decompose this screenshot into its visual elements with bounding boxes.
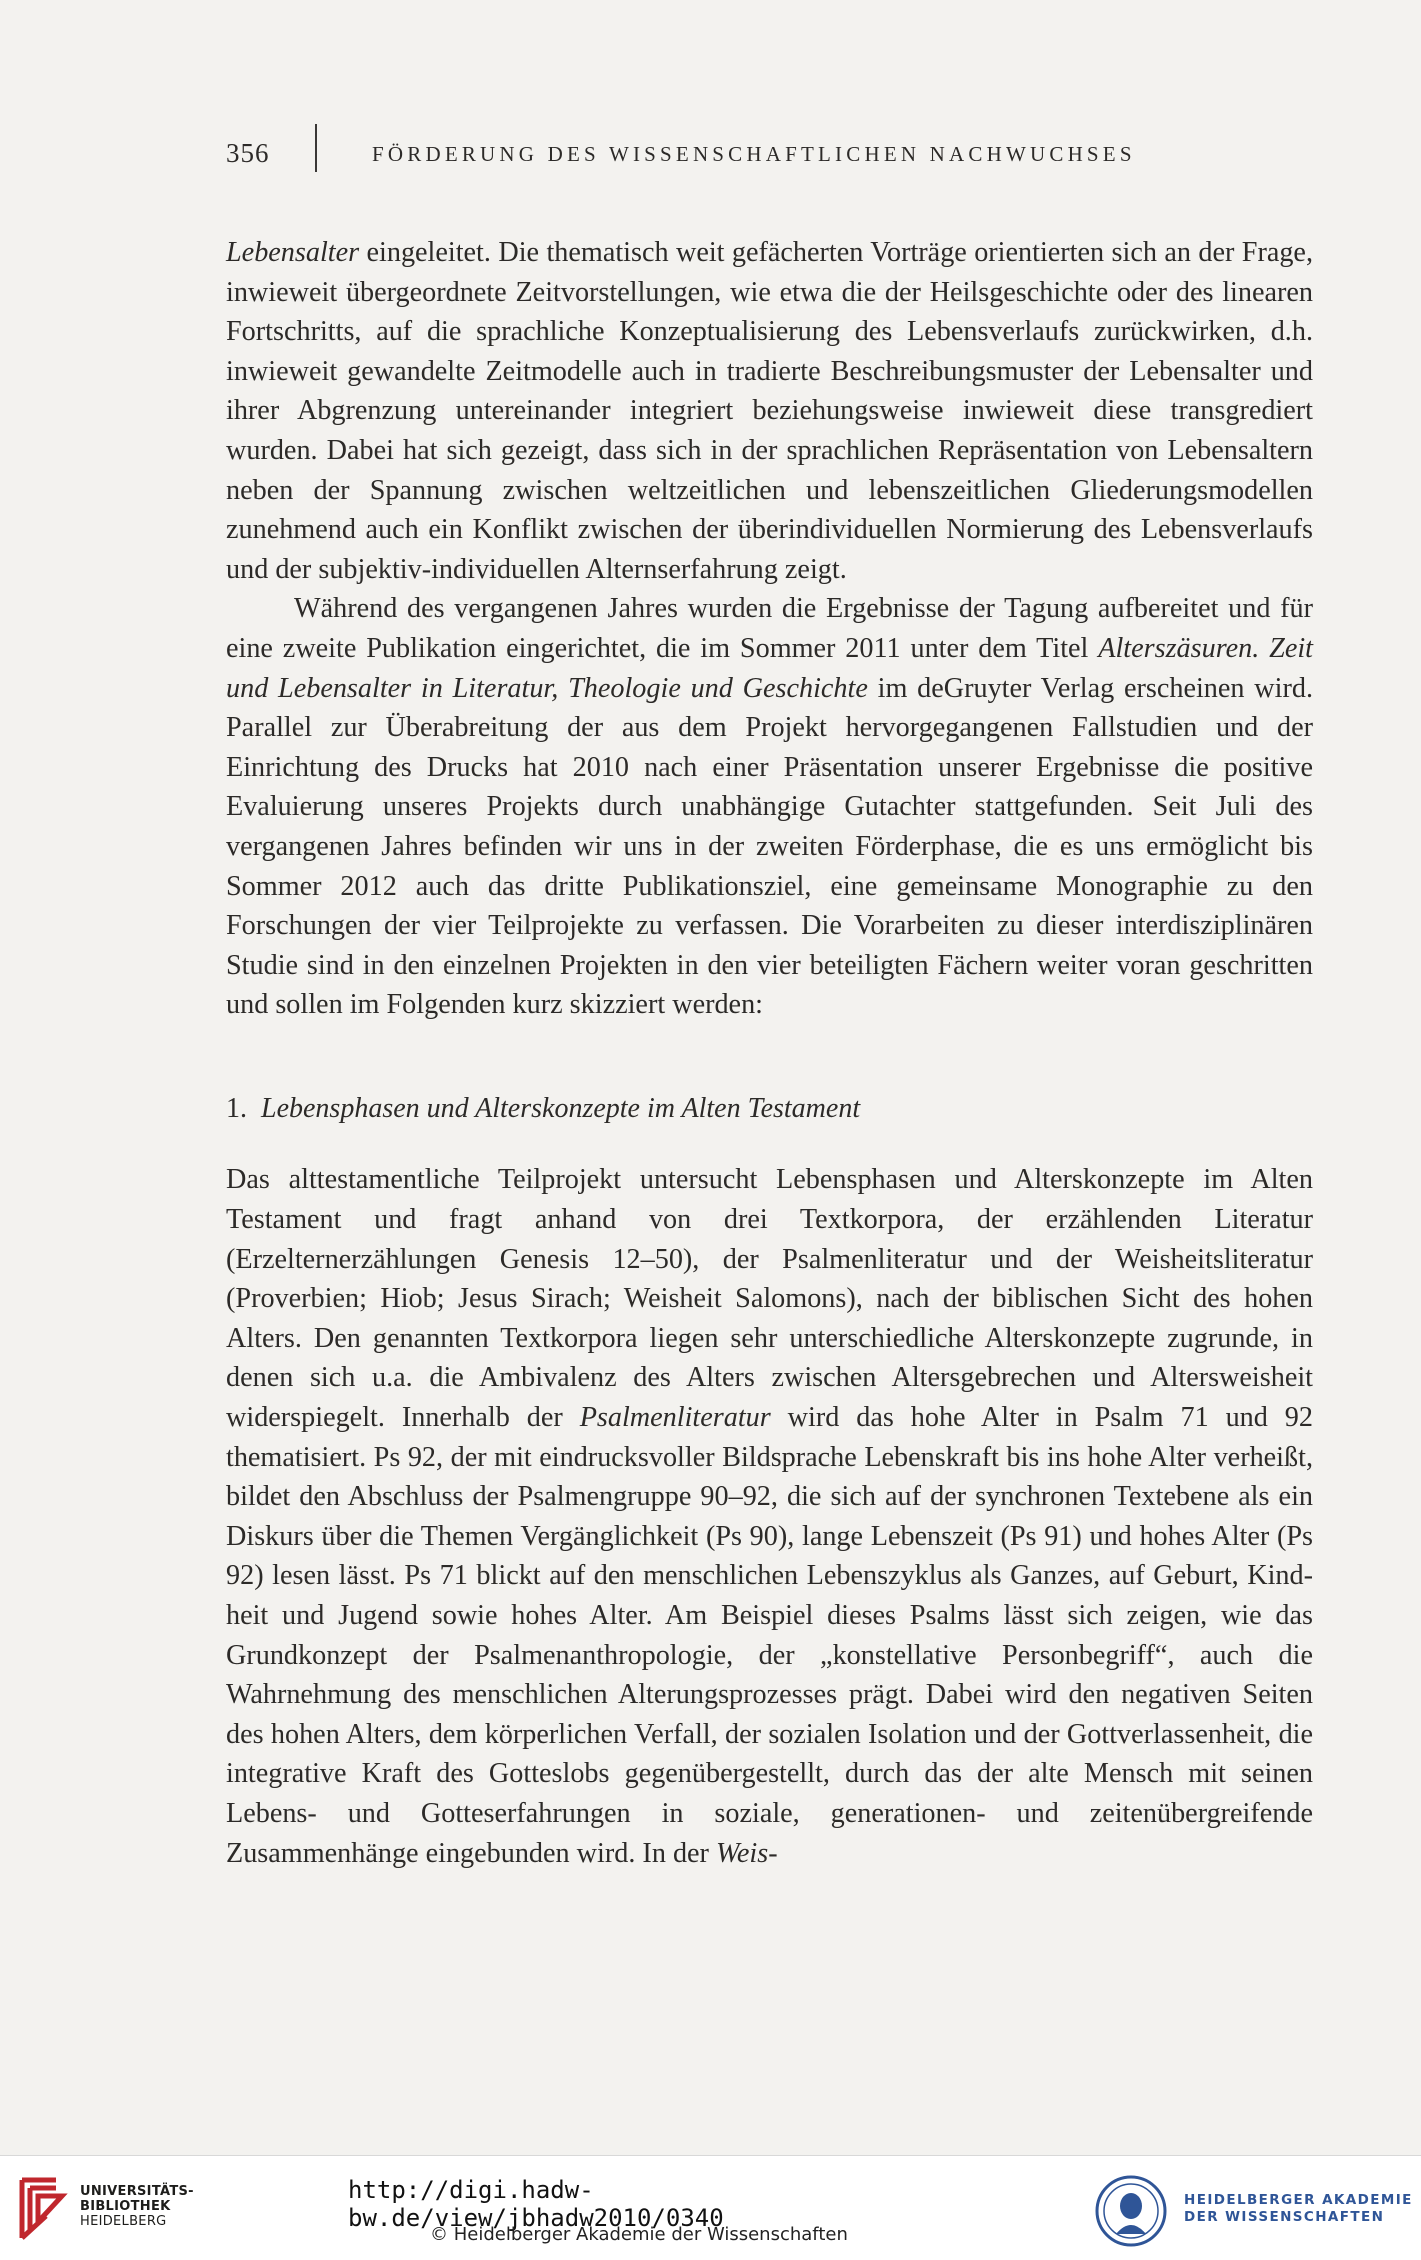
running-head bbox=[226, 138, 1226, 178]
section-title: Lebensphasen und Alterskonzepte im Alten Testament bbox=[261, 1092, 861, 1124]
academy-seal-icon bbox=[1094, 2174, 1168, 2248]
viewer-footer bbox=[0, 2155, 1421, 2260]
academy-name bbox=[1184, 2192, 1413, 2226]
section-heading bbox=[226, 1089, 1313, 1129]
italic-term: Weis- bbox=[716, 1837, 778, 1869]
library-name bbox=[80, 2184, 194, 2229]
academy-name-line: HEIDELBERGER AKADEMIE bbox=[1184, 2192, 1413, 2208]
library-logo-icon bbox=[16, 2174, 72, 2244]
italic-term: Psalmenliteratur bbox=[579, 1402, 771, 1434]
italic-term: Lebensalter bbox=[226, 237, 360, 268]
academy-logo[interactable] bbox=[1094, 2170, 1414, 2250]
running-title: FÖRDERUNG DES WISSENSCHAFTLICHEN NACHWUCHSES bbox=[372, 142, 1136, 166]
page-number: 356 bbox=[226, 138, 270, 168]
library-name-line: UNIVERSITÄTS- bbox=[80, 2184, 194, 2199]
paragraph-text: im deGruyter Verlag erscheinen wird. Parallel zur Überabreitung der aus dem Projekt hervorgegangenen Fallstudien und der Einrichtung des Drucks hat 2010 nach einer Präsentation unserer Ergebnisse die positive Evaluierung unseres Projekts durch unabhängige Gutachter stattgefunden. Seit Juli des vergangenen Jahres befinden wir uns in der zweiten Förderphase, die es uns ermöglicht bis Sommer 2012 auch das dritte Publikationsziel, eine gemeinsame Monographie zu den Forschungen der vier Teilprojekte zu verfassen. Die Vorarbeiten zu dieser interdisziplinären Studie sind in den einzelnen Projekten in den vier beteiligten Fächern weiter voran geschritten und sollen im Folgenden kurz skizziert werden: bbox=[226, 672, 1313, 1021]
academy-name-line: DER WISSENSCHAFTEN bbox=[1184, 2209, 1385, 2225]
body-text bbox=[226, 233, 1313, 1873]
book-title: Alterszäsuren. Zeit und Lebensalter in Literatur, Theologie und Geschichte bbox=[226, 632, 1313, 704]
paragraph-text: Während des vergangenen Jahres wurden die Ergebnisse der Tagung aufbereitet und für eine zweite Publikation eingerichtet, die im Sommer 2011 unter dem Titel bbox=[226, 593, 1313, 664]
header-divider bbox=[315, 124, 317, 172]
library-name-line: HEIDELBERG bbox=[80, 2214, 167, 2229]
library-name-line: BIBLIOTHEK bbox=[80, 2199, 171, 2214]
paragraph bbox=[226, 589, 1313, 1025]
paragraph-text: wird das hohe Alter in Psalm 71 und 92 thematisiert. Ps 92, der mit eindrucksvoller Bildsprache Lebenskraft bis ins hohe Alter verheißt, bildet den Abschluss der Psalmengruppe 90–92, die sich auf der synchronen Textebene als ein Diskurs über die Themen Vergänglichkeit (Ps 90), lange Lebenszeit (Ps 91) und hohes Alter (Ps 92) lesen lässt. Ps 71 blickt auf den menschlichen Lebenszyklus als Ganzes, auf Geburt, Kindheit und Jugend sowie hohes Alter. Am Beispiel dieses Psalms lässt sich zeigen, wie das Grundkonzept der Psalmenanthropologie, der „konstellative Personbegriff“, auch die Wahrnehmung des menschlichen Alterungsprozesses prägt. Dabei wird den negativen Seiten des hohen Alters, dem körperlichen Verfall, der sozialen Isolation und der Gottverlassenheit, die integrative Kraft des Gotteslobs gegenübergestellt, durch das der alte Mensch mit seinen Lebens- und Gotteserfahrungen in soziale, generationen- und zeitenübergreifende Zusammenhänge eingebunden wird. In der bbox=[226, 1402, 1313, 1869]
section-number: 1. bbox=[226, 1092, 247, 1124]
paragraph-text: eingeleitet. Die thematisch weit gefächerten Vorträge orientierten sich an der Frage, inwieweit übergeordnete Zeitvorstellungen, wie etwa die der Heilsgeschichte oder des linearen Fortschritts, auf die sprachliche Konzeptualisierung des Lebensverlaufs zurückwirken, d.h. inwieweit gewandelte Zeitmodelle auch in tradierte Beschreibungsmuster der Lebensalter und ihrer Abgrenzung untereinander integriert beziehungsweise inwieweit diese transgrediert wurden. Dabei hat sich gezeigt, dass sich in der sprachlichen Repräsentation von Lebensaltern neben der Spannung zwischen weltzeitlichen und lebenszeitlichen Gliederungsmodellen zunehmend auch ein Konflikt zwischen der überindividuellen Normierung des Lebensverlaufs und der subjektiv-individuellen Alternserfahrung zeigt. bbox=[226, 237, 1313, 585]
paragraph-text: Das alttestamentliche Teilprojekt untersucht Lebensphasen und Alterskonzepte im Alten Testament und fragt anhand von drei Textkorpora, der erzählenden Literatur (Erzelternerzählungen Genesis 12–50), der Psalmenliteratur und der Weisheitsliteratur (Proverbien; Hiob; Jesus Sirach; Weisheit Salomons), nach der biblischen Sicht des hohen Alters. Den genannten Textkorpora liegen sehr unterschiedliche Alterskonzepte zugrunde, in denen sich u.a. die Ambivalenz des Alters zwischen Altersgebrechen und Altersweisheit widerspiegelt. Innerhalb der bbox=[226, 1164, 1313, 1434]
paragraph bbox=[226, 1160, 1313, 1873]
permalink-url[interactable]: http://digi.hadw-bw.de/view/jbhadw2010/0340 bbox=[348, 2176, 724, 2232]
university-library-logo[interactable] bbox=[16, 2170, 194, 2250]
copyright-notice: © Heidelberger Akademie der Wissenschaften bbox=[430, 2224, 848, 2245]
paragraph bbox=[226, 233, 1313, 589]
